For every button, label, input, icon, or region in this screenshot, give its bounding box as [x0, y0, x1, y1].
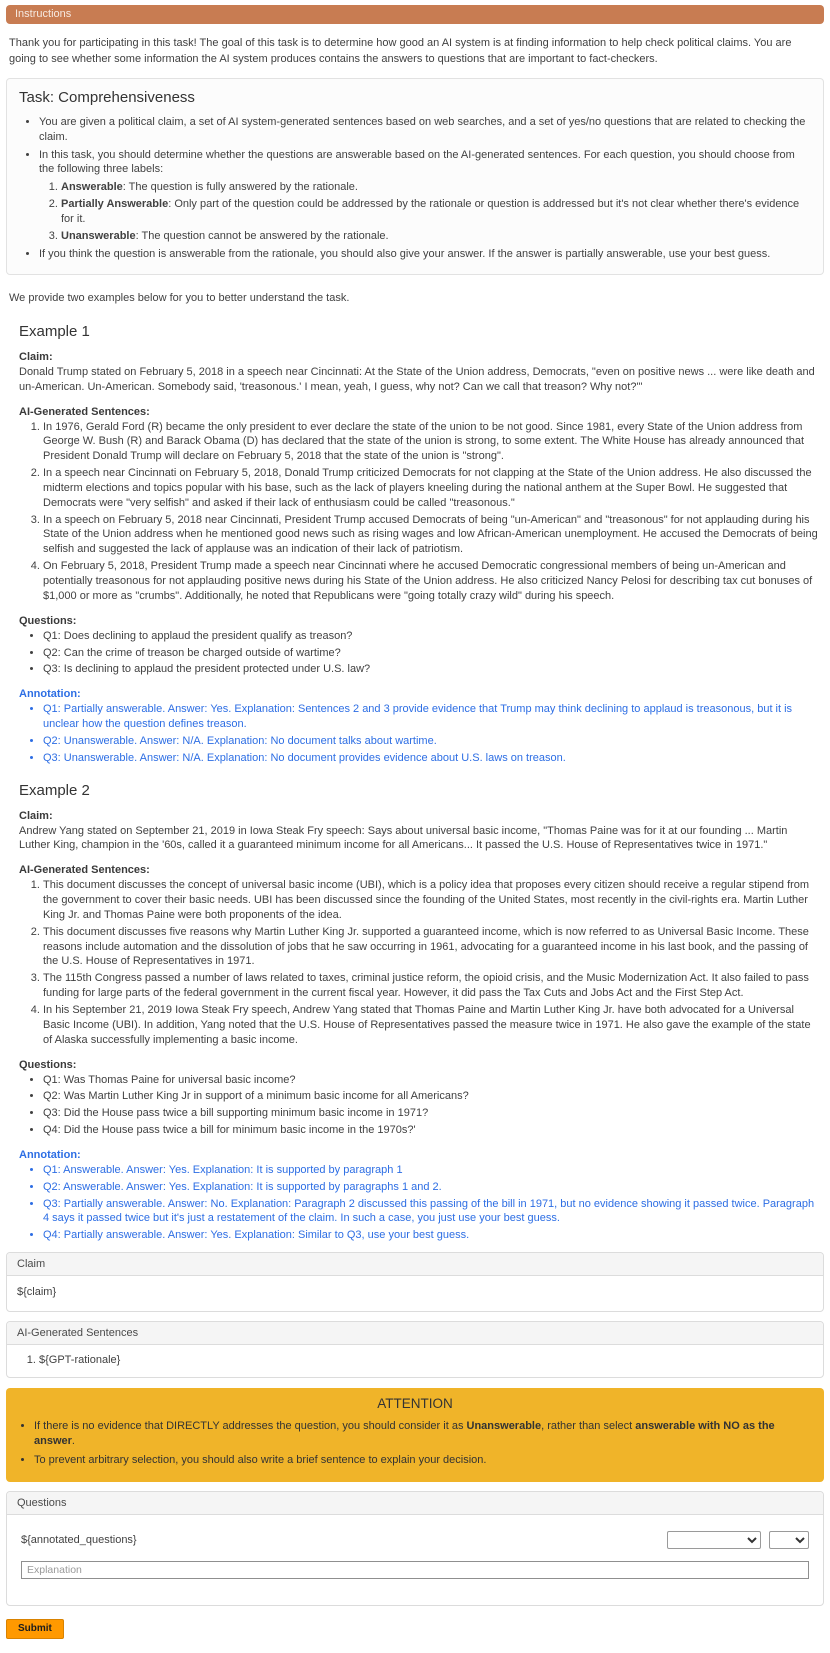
annotation-item: • Q4: Partially answerable. Answer: Yes. Explanation: Similar to Q3, use your best guess.	[43, 1228, 820, 1243]
answer-select[interactable]	[769, 1531, 809, 1549]
label-rest: : Only part of the question could be addressed by the rationale or question is addressed but it's not clear whether there's evidence for it.	[61, 198, 800, 225]
label-definition	[61, 180, 811, 195]
sentence-item: 1. In 1976, Gerald Ford (R) became the only president to ever declare the state of the union to be not good. Since 1981, every State of the Union address from George W. Bush (R) and Barack Obama (D) has declared that the state of the union is strong, to some extent. The White House has already announced that President Donald Trump will declare on February 5, 2018 that the state of the union is "strong".	[43, 420, 820, 465]
attention-text: .	[71, 1434, 75, 1447]
attention-item	[34, 1419, 812, 1449]
task-bullet: • You are given a political claim, a set of AI system-generated sentences based on web searches, and a set of yes/no questions that are related to checking the claim.	[39, 115, 811, 145]
sentences-list	[19, 420, 820, 604]
sentences-label: AI-Generated Sentences:	[19, 864, 150, 877]
claim-text: Andrew Yang stated on September 21, 2019 in Iowa Steak Fry speech: Says about universal basic income, "Thomas Paine was for it at our founding ... Martin Luther King, champion in the '60s, called it a guaranteed minimum income for all Americans... It passed the U.S. House of Representatives twice in 1971."	[19, 824, 788, 852]
question-row	[21, 1531, 809, 1549]
question-item: • Q4: Did the House pass twice a bill for minimum basic income in the 1970s?'	[43, 1123, 820, 1138]
example-heading: Example 2	[19, 781, 90, 799]
sentence-item: 3. In a speech on February 5, 2018 near Cincinnati, President Trump accused Democrats of being "un-American" and "treasonous" for not applauding during his State of the Union address when he mentioned good news such as rising wages and low African-American unemployment. He accused the Democrats of being selfish and suggested the lack of applause was an indication of their lack of patriotism.	[43, 513, 820, 558]
label-rest: : The question is fully answered by the rationale.	[122, 181, 358, 194]
sentences-panel-body	[7, 1345, 823, 1377]
annotation-item: • Q1: Partially answerable. Answer: Yes. Explanation: Sentences 2 and 3 provide evidence that Trump may think declining to applaud is treasonous, but it is unclear how the question defines treason.	[43, 702, 820, 732]
answer-controls	[667, 1531, 809, 1549]
label-definition	[61, 197, 811, 227]
examples-intro: We provide two examples below for you to better understand the task.	[9, 292, 350, 305]
claim-variable: ${claim}	[17, 1286, 57, 1299]
attention-text: If there is no evidence that DIRECTLY addresses the question, you should consider it as	[34, 1419, 467, 1432]
sentences-panel-header: AI-Generated Sentences	[7, 1322, 823, 1345]
attention-box	[6, 1388, 824, 1482]
task-bullet: • If you think the question is answerable from the rationale, you should also give your answer. If the answer is partially answerable, use your best guess.	[39, 247, 811, 262]
annotation-item: • Q2: Unanswerable. Answer: N/A. Explanation: No document talks about wartime.	[43, 734, 820, 749]
instructions-header: Instructions	[6, 5, 824, 24]
annotation-list	[19, 1163, 820, 1243]
label-term: Answerable	[61, 181, 123, 194]
questions-list	[19, 1073, 820, 1138]
label-term: Unanswerable	[61, 229, 136, 242]
sentence-item: 3. The 115th Congress passed a number of laws related to taxes, criminal justice reform, the opioid crisis, and the Music Modernization Act. It also failed to pass funding for large parts of the federal government in the current fiscal year. However, it did pass the Tax Cuts and Jobs Act and the First Step Act.	[43, 971, 820, 1001]
sentence-item: 2. This document discusses five reasons why Martin Luther King Jr. supported a guaranteed income, which is now referred to as Universal Basic Income. These reasons include automation and the dissolution of jobs that he saw occurring in 1961, advocating for a guaranteed income in his last book, and the passing of the U.S. House of Representatives in 1971.	[43, 925, 820, 970]
sentence-item: 4. In his September 21, 2019 Iowa Steak Fry speech, Andrew Yang stated that Thomas Paine and Martin Luther King Jr. have both advocated for a Universal Basic Income (UBI). In addition, Yang noted that the U.S. House of Representatives passed the measure twice in 1971. He also gave the example of the state of Alaska successfully implementing a basic income.	[43, 1003, 820, 1048]
answerability-select[interactable]	[667, 1531, 761, 1549]
questions-panel-body	[7, 1515, 823, 1605]
questions-label: Questions:	[19, 1058, 77, 1071]
question-item: • Q1: Was Thomas Paine for universal basic income?	[43, 1073, 820, 1088]
task-title: Task: Comprehensiveness	[19, 88, 195, 106]
questions-panel	[6, 1491, 824, 1606]
claim-label: Claim:	[19, 350, 53, 363]
annotation-label: Annotation:	[19, 1148, 81, 1161]
claim-label: Claim:	[19, 809, 53, 822]
label-definition	[61, 229, 811, 244]
sentences-label: AI-Generated Sentences:	[19, 405, 150, 418]
attention-bold: Unanswerable	[466, 1419, 542, 1432]
attention-text: , rather than select	[541, 1419, 636, 1432]
annotation-item: • Q3: Unanswerable. Answer: N/A. Explanation: No document provides evidence about U.S. laws on treason.	[43, 751, 820, 766]
sentence-item: 1. This document discusses the concept of universal basic income (UBI), which is a policy idea that proposes every citizen should receive a regular stipend from the government to cover their basic needs. UBI has been discussed since the founding of the United States, most recently in the civil-rights era. Martin Luther King Jr. and Thomas Paine were both proponents of the idea.	[43, 878, 820, 923]
rationale-list	[17, 1354, 813, 1366]
annotation-item: • Q3: Partially answerable. Answer: No. Explanation: Paragraph 2 discussed this passing of the bill in 1971, but no evidence showing it passed twice. Paragraph 4 says it passed twice but it's just a restatement of the claim. In such a case, you just use your best guess.	[43, 1197, 820, 1227]
question-item: • Q2: Can the crime of treason be charged outside of wartime?	[43, 646, 820, 661]
attention-bold: answerable with NO as the answer	[34, 1419, 775, 1447]
annotation-list	[19, 702, 820, 765]
intro-paragraph: Thank you for participating in this task! The goal of this task is to determine how good an AI system is at finding information to help check political claims. You are going to see whether some information the AI system produces contains the answers to questions that are important to fact-checkers.	[9, 37, 792, 65]
explanation-input[interactable]	[21, 1561, 809, 1579]
label-rest: : The question cannot be answered by the rationale.	[135, 229, 389, 242]
question-item: • Q3: Is declining to applaud the president protected under U.S. law?	[43, 662, 820, 677]
sentence-item: 4. On February 5, 2018, President Trump made a speech near Cincinnati where he accused Democratic congressional members of being un-American and potentially treasonous for not applauding positive news during his State of the Union address. He also criticized Nancy Pelosi for describing tax cut bonuses of $1,000 or more as "crumbs". Additionally, he noted that Republicans were "going totally crazy wild" during his speech.	[43, 559, 820, 604]
claim-panel-body	[7, 1276, 823, 1311]
questions-panel-header: Questions	[7, 1492, 823, 1515]
attention-title: ATTENTION	[377, 1395, 453, 1411]
question-item: • Q1: Does declining to applaud the president qualify as treason?	[43, 629, 820, 644]
annotated-questions-variable: ${annotated_questions}	[21, 1533, 137, 1546]
example-2	[19, 782, 820, 1244]
question-item: • Q3: Did the House pass twice a bill supporting minimum basic income in 1971?	[43, 1106, 820, 1121]
claim-panel	[6, 1252, 824, 1312]
attention-list	[18, 1419, 812, 1468]
question-item: • Q2: Was Martin Luther King Jr in support of a minimum basic income for all Americans?	[43, 1089, 820, 1104]
example-1	[19, 323, 820, 766]
annotation-label: Annotation:	[19, 688, 81, 701]
annotation-item: • Q2: Answerable. Answer: Yes. Explanation: It is supported by paragraphs 1 and 2.	[43, 1180, 820, 1195]
task-bullet-text: In this task, you should determine whether the questions are answerable based on the AI-generated sentences. For each question, you should choose from the following three labels:	[39, 148, 795, 176]
questions-label: Questions:	[19, 614, 77, 627]
attention-item: • To prevent arbitrary selection, you should also write a brief sentence to explain your decision.	[34, 1453, 812, 1468]
questions-list	[19, 629, 820, 678]
annotation-item: • Q1: Answerable. Answer: Yes. Explanation: It is supported by paragraph 1	[43, 1163, 820, 1178]
task-bullet	[39, 148, 811, 244]
claim-text: Donald Trump stated on February 5, 2018 in a speech near Cincinnati: At the State of the Union address, Democrats, "even on positive news ... were like death and un-American. Un-American. Somebody said, 'treasonous.' I mean, yeah, I guess, why not? Can we call that treason? Why not?'"	[19, 365, 815, 393]
sentences-panel	[6, 1321, 824, 1378]
claim-panel-header: Claim	[7, 1253, 823, 1276]
sentences-list	[19, 878, 820, 1047]
label-term: Partially Answerable	[61, 198, 169, 211]
sentence-item: 2. In a speech near Cincinnati on February 5, 2018, Donald Trump criticized Democrats for not clapping at the State of the Union address. He also discussed the midterm elections and topics popular with his base, such as the lack of players kneeling during the national anthem at the Super Bowl. He suggested that Democrats were "very selfish" and asked if their lack of enthusiasm could be called "treasonous."	[43, 466, 820, 511]
rationale-variable: 1. ${GPT-rationale}	[39, 1354, 813, 1366]
submit-button[interactable]: Submit	[6, 1619, 64, 1639]
example-heading: Example 1	[19, 322, 90, 340]
task-box	[6, 78, 824, 276]
